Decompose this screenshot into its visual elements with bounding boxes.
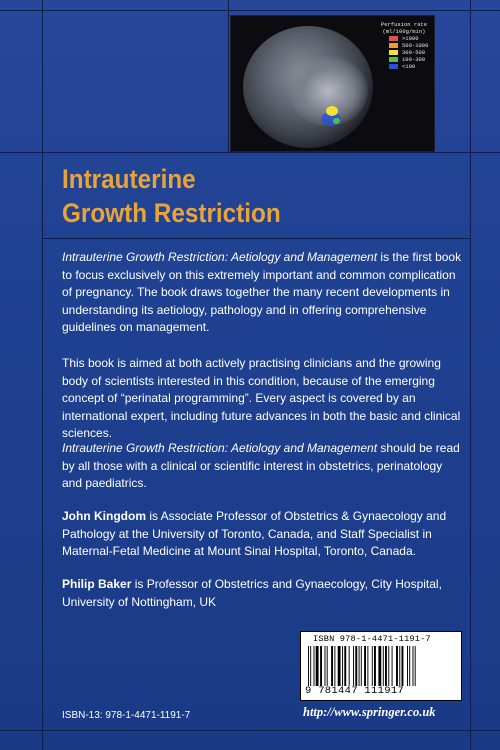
description-paragraph-1 bbox=[62, 249, 462, 337]
barcode-bar bbox=[409, 646, 410, 686]
barcode-bar bbox=[308, 646, 309, 686]
legend-title-line2: (ml/100g/min) bbox=[382, 28, 426, 35]
barcode-bar bbox=[314, 646, 315, 686]
description-text: This book is aimed at both actively practising clinicians and the growing body of scientists interested in this condition, because of the emerging concept of “perinatal programming”. Every aspect is covered by an international expert, including future advances in both the basic and clinical sciences. bbox=[62, 356, 461, 441]
author-name: John Kingdom bbox=[62, 509, 146, 523]
legend-item bbox=[389, 49, 431, 56]
barcode-bar bbox=[349, 646, 350, 686]
barcode-bar bbox=[342, 646, 343, 686]
legend-title-line1: Perfusion rate bbox=[380, 21, 428, 28]
author-bio-text: is Associate Professor of Obstetrics & Gynaecology and Pathology at the University of Toronto, Canada, and Staff Specialist in Maternal-Fetal Medicine at Mount Sinai Hospital, Toronto, Canada. bbox=[62, 509, 447, 559]
barcode-bar bbox=[372, 646, 373, 686]
barcode-bar bbox=[374, 646, 376, 686]
barcode-bar bbox=[359, 646, 360, 686]
legend-item bbox=[389, 63, 431, 70]
barcode-bar bbox=[364, 646, 366, 686]
barcode-bar bbox=[407, 646, 408, 686]
book-title-line1: Intrauterine bbox=[62, 164, 196, 194]
barcode-bar bbox=[367, 646, 368, 686]
isbn-barcode bbox=[300, 631, 462, 701]
author-name: Philip Baker bbox=[62, 577, 132, 591]
legend-item bbox=[389, 42, 431, 49]
barcode-bar bbox=[378, 646, 381, 686]
barcode-bar bbox=[320, 646, 322, 686]
frame-rule-title-bottom bbox=[42, 238, 470, 239]
barcode-bar bbox=[413, 646, 414, 686]
barcode-bar bbox=[355, 646, 357, 686]
legend-swatch bbox=[389, 43, 398, 48]
frame-rule-bottom bbox=[0, 730, 500, 731]
author-bio-kingdom bbox=[62, 508, 462, 561]
barcode-bar bbox=[415, 646, 416, 686]
barcode-bar bbox=[399, 646, 400, 686]
publisher-url[interactable]: http://www.springer.co.uk bbox=[303, 705, 436, 719]
frame-rule-right bbox=[470, 0, 471, 750]
barcode-bar bbox=[327, 646, 328, 686]
legend-label: <100 bbox=[402, 63, 416, 70]
book-title-italic: Intrauterine Growth Restriction: Aetiology and Management bbox=[62, 250, 378, 264]
barcode-isbn-text: ISBN 978-1-4471-1191-7 bbox=[313, 634, 431, 644]
legend-label: >1000 bbox=[402, 35, 419, 42]
barcode-bar bbox=[383, 646, 384, 686]
legend-label: 100-300 bbox=[402, 56, 426, 63]
frame-rule-mid bbox=[228, 0, 229, 152]
barcode-bar bbox=[388, 646, 389, 686]
author-bio-baker bbox=[62, 576, 462, 611]
barcode-bar bbox=[361, 646, 362, 686]
book-title-italic: Intrauterine Growth Restriction: Aetiology and Management bbox=[62, 441, 378, 455]
legend-item bbox=[389, 56, 431, 63]
book-title-line2: Growth Restriction bbox=[62, 198, 281, 228]
barcode-bar bbox=[334, 646, 335, 686]
frame-rule-left bbox=[42, 0, 43, 750]
scan-hotspot-green bbox=[333, 118, 340, 124]
legend-label: 300-500 bbox=[402, 49, 426, 56]
barcode-bar bbox=[392, 646, 393, 686]
legend-swatch bbox=[389, 64, 398, 69]
frame-rule-top bbox=[0, 10, 500, 11]
barcode-bar bbox=[344, 646, 346, 686]
description-text: should be read by all those with a clinical or scientific interest in obstetrics, perinatology and paediatrics. bbox=[62, 441, 460, 491]
barcode-bar bbox=[353, 646, 354, 686]
barcode-bar bbox=[325, 646, 326, 686]
barcode-bar bbox=[310, 646, 311, 686]
description-paragraph-2 bbox=[62, 355, 462, 443]
description-text: is the first book to focus exclusively on this extremely important and common complication of pregnancy. The book draws together the many recent developments in understanding its aetiology, pathology and in offering comprehensive guidelines on management. bbox=[62, 250, 462, 335]
barcode-bar bbox=[331, 646, 333, 686]
perfusion-legend bbox=[377, 21, 431, 70]
frame-rule-image-bottom bbox=[0, 152, 500, 153]
barcode-bar bbox=[338, 646, 341, 686]
barcode-bar bbox=[402, 646, 404, 686]
description-paragraph-3 bbox=[62, 440, 462, 493]
barcode-bar bbox=[396, 646, 398, 686]
legend-swatch bbox=[389, 36, 398, 41]
legend-swatch bbox=[389, 50, 398, 55]
isbn-13-text: ISBN-13: 978-1-4471-1191-7 bbox=[62, 710, 191, 721]
barcode-bars bbox=[307, 646, 455, 686]
scan-hotspot-yellow bbox=[326, 106, 338, 116]
scan-organ-shape bbox=[243, 26, 373, 148]
perfusion-scan-image bbox=[230, 15, 435, 152]
legend-swatch bbox=[389, 57, 398, 62]
barcode-digits: 9 781447 111917 bbox=[305, 685, 405, 697]
legend-item bbox=[389, 35, 431, 42]
barcode-bar bbox=[316, 646, 319, 686]
book-title bbox=[62, 162, 281, 230]
barcode-bar bbox=[385, 646, 387, 686]
legend-label: 500-1000 bbox=[402, 42, 429, 49]
author-bio-text: is Professor of Obstetrics and Gynaecology, City Hospital, University of Nottingham, UK bbox=[62, 577, 442, 609]
